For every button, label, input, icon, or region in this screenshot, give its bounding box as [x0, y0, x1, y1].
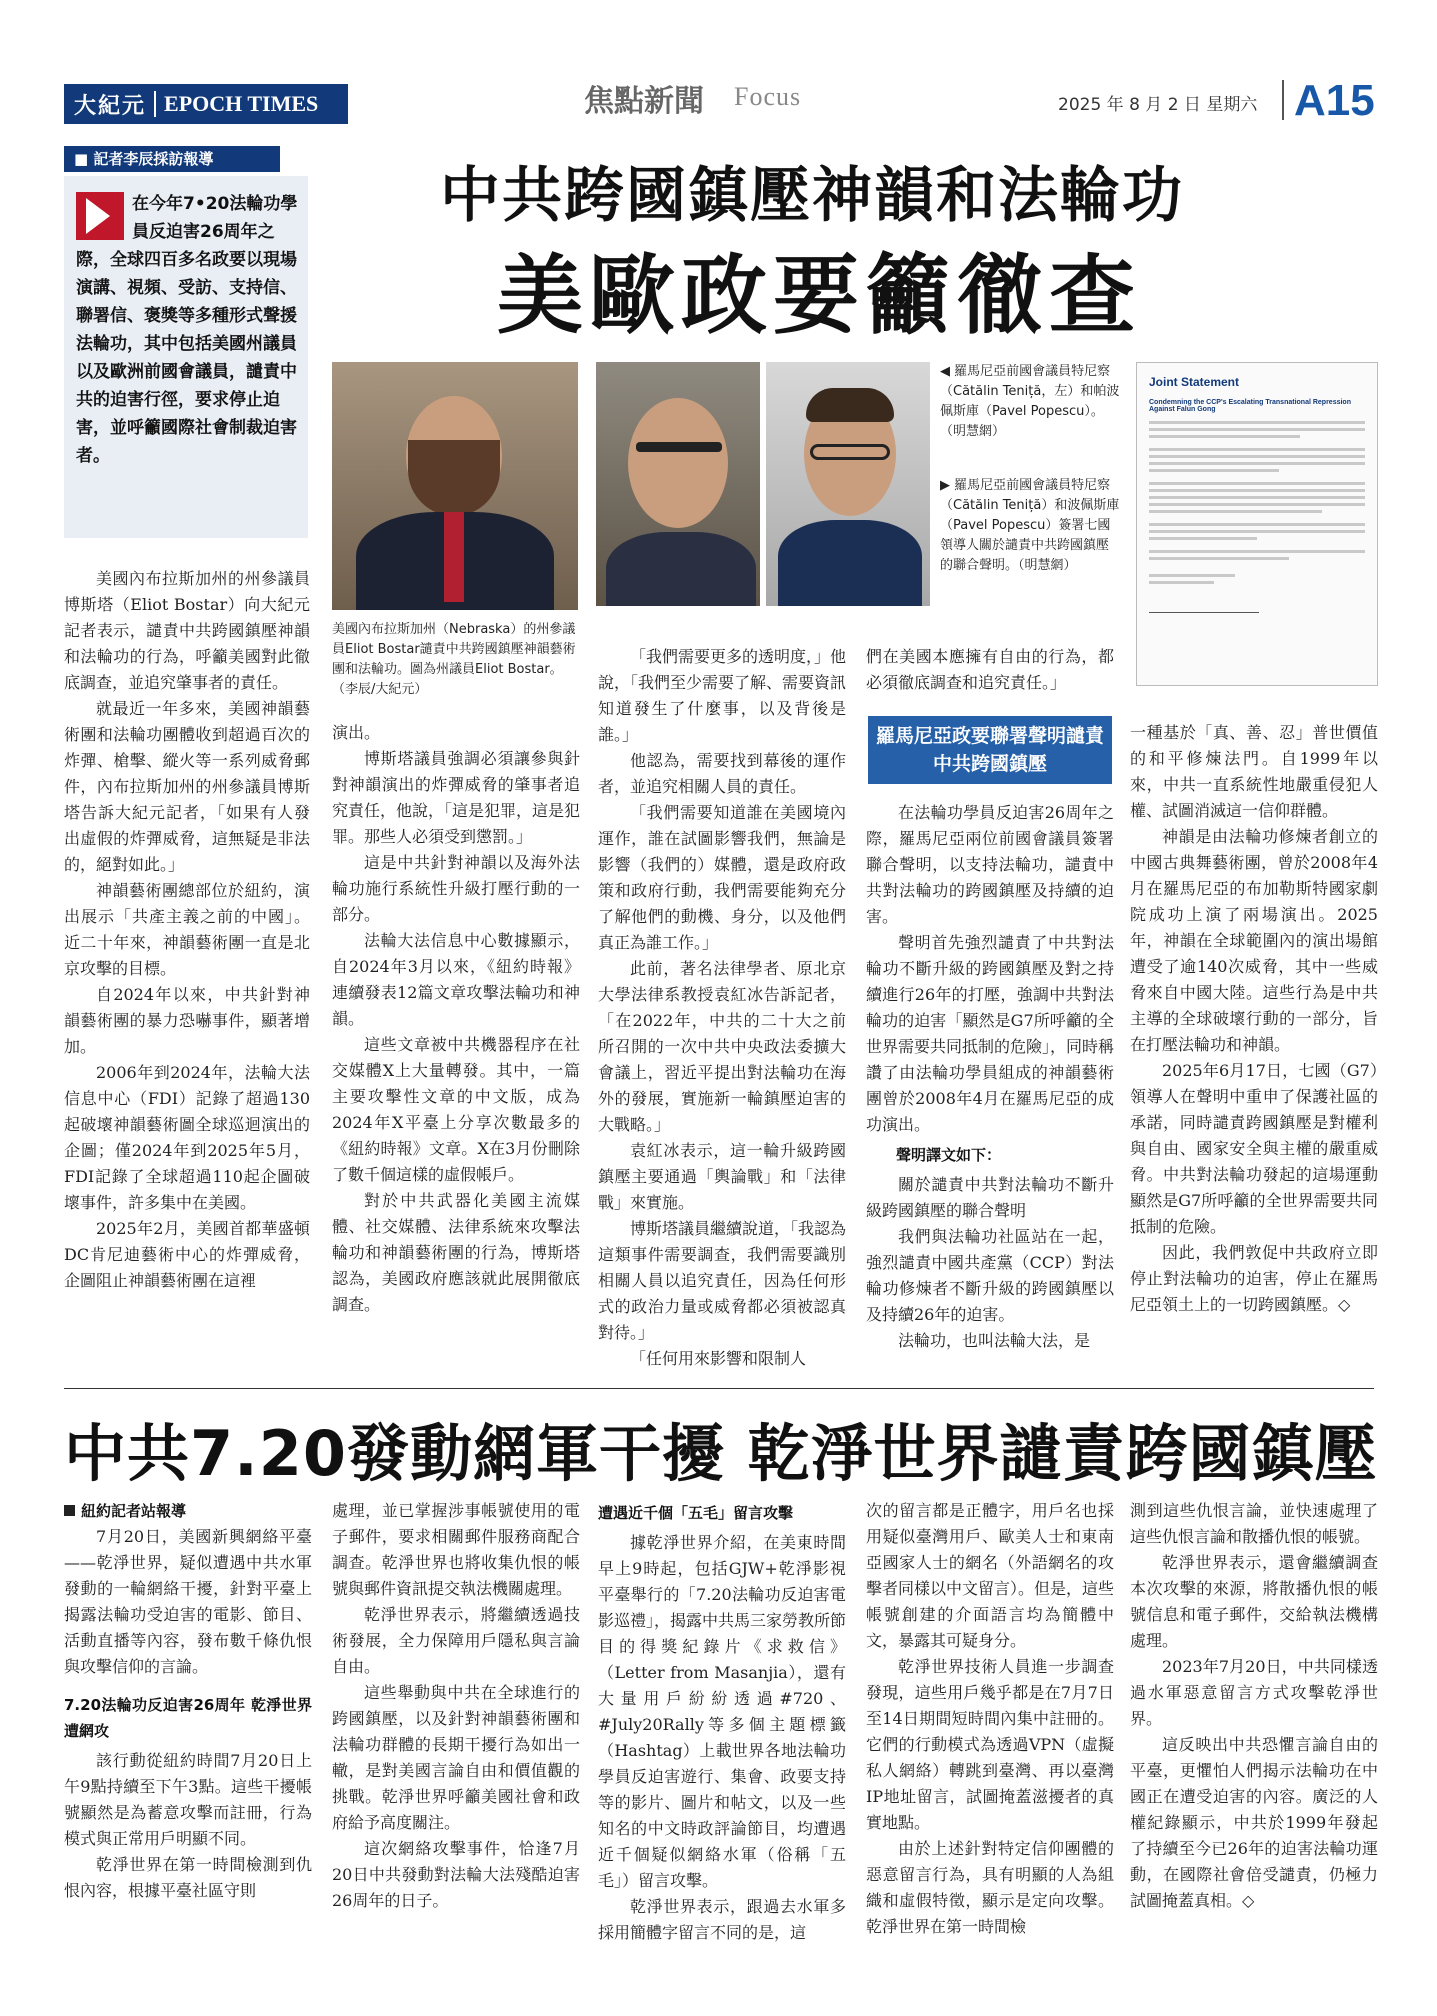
masthead-cn: 大紀元 [74, 92, 147, 118]
paragraph: 這反映出中共恐懼言論自由的平臺，更懼怕人們揭示法輪功在中國正在遭受迫害的內容。廣泛的人權紀錄顯示，中共於1999年發起了持續至今已26年的迫害法輪功運動，在國際社會倍受譴責，仍極力試圖掩蓋真相。◇ [1130, 1735, 1378, 1910]
doc-body-lines [1149, 421, 1365, 613]
story1-headline-1: 中共跨國鎮壓神韻和法輪功 [440, 161, 1184, 231]
issue-date: 2025 年 8 月 2 日 星期六 [1058, 95, 1258, 115]
paragraph: 自2024年以來，中共針對神韻藝術團的暴力恐嚇事件，顯著增加。 [64, 985, 310, 1056]
photo-pavel-popescu [766, 362, 930, 606]
story2-byline-text: 紐約記者站報導 [81, 1502, 187, 1520]
paragraph: 博斯塔議員強調必須讓參與針對神韻演出的炸彈威脅的肇事者追究責任，他說，「這是犯罪，這是犯罪。那些人必須受到懲罰。」 [332, 749, 581, 846]
story2-subheading-1: 7.20法輪功反迫害26周年 乾淨世界遭網攻 [64, 1696, 312, 1740]
paragraph: 們在美國本應擁有自由的行為，都必須徹底調查和追究責任。」 [866, 647, 1114, 692]
paragraph: 神韻是由法輪功修煉者創立的中國古典舞藝術團，曾於2008年4月在羅馬尼亞的布加勒斯特國家劇院成功上演了兩場演出。2025年，神韻在全球範圍內的演出場館遭受了逾140次威脅，其中一些威脅來自中國大陸。這些行為是中共主導的全球破壞行動的一部分，旨在打壓法輪功和神韻。 [1130, 827, 1378, 1054]
paragraph: 神韻藝術團總部位於紐約，演出展示「共產主義之前的中國」。近二十年來，神韻藝術團一直是北京攻擊的目標。 [64, 881, 310, 978]
story1-column-5 [1130, 720, 1378, 1318]
paragraph: 這次網絡攻擊事件，恰逢7月20日中共發動對法輪大法殘酷迫害26周年的日子。 [332, 1839, 580, 1910]
paragraph: 我們與法輪功社區站在一起，強烈譴責中國共產黨（CCP）對法輪功修煉者不斷升級的跨國鎮壓以及持續26年的迫害。 [866, 1227, 1114, 1324]
paragraph: 此前，著名法律學者、原北京大學法律系教授袁紅冰告訴記者，「在2022年，中共的二十大之前所召開的一次中共中央政法委擴大會議上，習近平提出對法輪功在海外的發展，實施新一輪鎮壓迫害的大戰略。」 [598, 959, 846, 1134]
section-title: 焦點新聞 [584, 84, 704, 119]
paragraph: 乾淨世界在第一時間檢測到仇恨內容，根據平臺社區守則 [64, 1855, 312, 1900]
paragraph: 一種基於「真、善、忍」普世價值的和平修煉法門。自1999年以來，中共一直系統性地嚴重侵犯人權、試圖消滅這一信仰群體。 [1130, 723, 1378, 820]
photo1-caption: 美國內布拉斯加州（Nebraska）的州參議員Eliot Bostar譴責中共跨國鎮壓神韻藝術團和法輪功。圖為州議員Eliot Bostar。（李辰/大紀元） [332, 622, 576, 697]
story2-column-1 [64, 1498, 312, 1904]
story1-byline: ■ 記者李辰採訪報導 [64, 146, 280, 172]
paragraph: 「我們需要更多的透明度，」他說，「我們至少需要了解、需要資訊知道發生了什麼事，以及背後是誰。」 [598, 647, 847, 744]
paragraph: 對於中共武器化美國主流媒體、社交媒體、法律系統來攻擊法輪功和神韻藝術團的行為，博斯塔認為，美國政府應該就此展開徹底調查。 [332, 1191, 580, 1314]
paragraph: 這是中共針對神韻以及海外法輪功施行系統性升級打壓行動的一部分。 [332, 853, 580, 924]
paragraph: 2025年6月17日，七國（G7）領導人在聲明中重申了保護社區的承諾，同時譴責跨國鎮壓是對權利與自由、國家安全與主權的嚴重威脅。中共對法輪功發起的這場運動顯然是G7所呼籲的全世界需要共同抵制的危險。 [1130, 1061, 1378, 1236]
paragraph: 次的留言都是正體字，用戶名也採用疑似臺灣用戶、歐美人士和東南亞國家人士的網名（外語網名的攻擊者同樣以中文留言）。但是，這些帳號創建的介面語言均為簡體中文，暴露其可疑身分。 [866, 1501, 1115, 1650]
story-divider [64, 1388, 1374, 1389]
paragraph: 測到這些仇恨言論，並快速處理了這些仇恨言論和散播仇恨的帳號。 [1130, 1501, 1378, 1546]
page-number: A15 [1294, 76, 1375, 125]
paragraph: 因此，我們敦促中共政府立即停止對法輪功的迫害，停止在羅馬尼亞領土上的一切跨國鎮壓。◇ [1130, 1243, 1378, 1314]
paragraph: 就最近一年多來，美國神韻藝術團和法輪功團體收到超過百次的炸彈、槍擊、縱火等一系列威脅郵件，內布拉斯加州的州參議員博斯塔告訴大紀元記者，「如果有人發出虛假的炸彈威脅，這無疑是非法的，絕對如此。」 [64, 699, 310, 874]
square-bullet-icon [64, 1505, 75, 1516]
photo2-caption-b: ▶ 羅馬尼亞前國會議員特尼察（Cătălin Teniță）和波佩斯庫（Pavel Popescu）簽署七國領導人關於譴責中共跨國鎮壓的聯合聲明。（明慧網） [940, 478, 1120, 573]
sidebar-box-title: 羅馬尼亞政要聯署聲明譴責中共跨國鎮壓 [868, 716, 1112, 784]
paragraph: 2023年7月20日，中共同樣透過水軍惡意留言方式攻擊乾淨世界。 [1130, 1657, 1378, 1728]
lede-arrow-icon [76, 192, 124, 240]
masthead [64, 84, 348, 124]
paragraph: 聲明首先強烈譴責了中共對法輪功不斷升級的跨國鎮壓及對之持續進行26年的打壓，強調中共對法輪功的迫害「顯然是G7所呼籲的全世界需要共同抵制的危險」，同時稱讚了由法輪功學員組成的神韻藝術團曾於2008年4月在羅馬尼亞的成功演出。 [866, 933, 1115, 1134]
header-divider [1282, 80, 1284, 120]
doc-title: Joint Statement [1149, 375, 1240, 389]
story1-column-1 [64, 566, 310, 1294]
paragraph: 乾淨世界表示，跟過去水軍多採用簡體字留言不同的是，這 [598, 1897, 846, 1942]
paragraph: 美國內布拉斯加州的州參議員博斯塔（Eliot Bostar）向大紀元記者表示，譴責中共跨國鎮壓神韻和法輪功的行為，呼籲美國對此徹底調查，並追究肇事者的責任。 [64, 569, 310, 692]
paragraph: 由於上述針對特定信仰團體的惡意留言行為，具有明顯的人為組織和虛假特徵，顯示是定向攻擊。乾淨世界在第一時間檢 [866, 1839, 1114, 1936]
paragraph: 博斯塔議員繼續說道，「我認為這類事件需要調查，我們需要識別相關人員以追究責任，因為任何形式的政治力量或威脅都必須被認真對待。」 [598, 1219, 847, 1342]
paragraph: 袁紅冰表示，這一輪升級跨國鎮壓主要通過「輿論戰」和「法律戰」來實施。 [598, 1141, 846, 1212]
story1-column-3 [598, 644, 846, 1372]
story1-column-4-top [866, 644, 1114, 696]
story1-column-2 [332, 720, 580, 1318]
story2-column-3 [598, 1496, 846, 1946]
paragraph: 關於譴責中共對法輪功不斷升級跨國鎮壓的聯合聲明 [866, 1175, 1114, 1220]
photo-eliot-bostar [332, 362, 578, 610]
paragraph: 該行動從紐約時間7月20日上午9點持續至下午3點。這些干擾帳號顯然是為蓄意攻擊而註冊，行為模式與正常用戶明顯不同。 [64, 1751, 312, 1848]
paragraph: 2006年到2024年，法輪大法信息中心（FDI）記錄了超過130起破壞神韻藝術圖全球巡迴演出的企圖；僅2024年到2025年5月，FDI記錄了全球超過110起企圖破壞事件，許多集中在美國。 [64, 1063, 310, 1212]
story1-lede-text: 在今年7•20法輪功學員反迫害26周年之際，全球四百多名政要以現場演講、視頻、受訪、支持信、聯署信、褒獎等多種形式聲援法輪功，其中包括美國州議員以及歐洲前國會議員，譴責中共的迫害行徑，要求停止迫害，並呼籲國際社會制裁迫害者。 [76, 194, 298, 466]
paragraph: 乾淨世界表示，將繼續透過技術發展，全力保障用戶隱私與言論自由。 [332, 1605, 580, 1676]
paragraph: 這些舉動與中共在全球進行的跨國鎮壓，以及針對神韻藝術團和法輪功群體的長期干擾行為如出一轍，是對美國言論自由和價值觀的挑戰。乾淨世界呼籲美國社會和政府給予高度關注。 [332, 1683, 580, 1832]
joint-statement-document [1136, 362, 1378, 686]
doc-subtitle: Condemning the CCP's Escalating Transnational Repression Against Falun Gong [1149, 399, 1351, 413]
photo2-caption-a: ◀ 羅馬尼亞前國會議員特尼察（Cătălin Teniță，左）和帕波佩斯庫（Pavel Popescu）。（明慧網） [940, 364, 1120, 439]
paragraph: 他認為，需要找到幕後的運作者，並追究相關人員的責任。 [598, 751, 846, 796]
story1-lede [64, 176, 308, 538]
section-title-en: Focus [734, 82, 802, 111]
paragraph: 據乾淨世界介紹，在美東時間早上9時起，包括GJW+乾淨影視平臺舉行的「7.20法輪功反迫害電影巡禮」，揭露中共馬三家勞教所節目的得獎紀錄片《求救信》（Letter from Masanjia），還有大量用戶紛紛透過#720、#July20Rally等多個主題標籤（Hashtag）上載世界各地法輪功學員反迫害遊行、集會、政要支持等的影片、圖片和帖文，以及一些知名的中文時政評論節目，均遭遇近千個疑似網絡水軍（俗稱「五毛」）留言攻擊。 [598, 1533, 847, 1890]
paragraph: 2025年2月，美國首都華盛頓DC肯尼迪藝術中心的炸彈威脅，企圖阻止神韻藝術團在這裡 [64, 1219, 310, 1290]
story2-column-4 [866, 1498, 1114, 1940]
story2-column-5 [1130, 1498, 1378, 1914]
translation-heading: 聲明譯文如下： [896, 1146, 1002, 1164]
masthead-en: EPOCH TIMES [154, 91, 326, 117]
paragraph: 乾淨世界技術人員進一步調查發現，這些用戶幾乎都是在7月7日至14日期間短時間內集中註冊的。它們的行動模式為透過VPN（虛擬私人網絡）轉跳到臺灣、再以臺灣IP地址留言，試圖掩蓋滋擾者的真實地點。 [866, 1657, 1114, 1832]
paragraph: 法輪功，也叫法輪大法，是 [898, 1331, 1091, 1350]
paragraph: 演出。 [332, 723, 381, 742]
story2-headline: 中共7.20發動網軍干擾 乾淨世界譴責跨國鎮壓 [64, 1417, 1378, 1490]
story2-byline [64, 1498, 312, 1524]
paragraph: 這些文章被中共機器程序在社交媒體X上大量轉發。其中，一篇主要攻擊性文章的中文版，成為2024年X平臺上分享次數最多的《紐約時報》文章。X在3月份刪除了數千個這樣的虛假帳戶。 [332, 1035, 580, 1184]
story2-subheading-2: 遭遇近千個「五毛」留言攻擊 [598, 1504, 794, 1522]
story1-headline-2: 美歐政要籲徹查 [497, 245, 1141, 346]
story2-column-2 [332, 1498, 580, 1914]
paragraph: 法輪大法信息中心數據顯示，自2024年3月以來，《紐約時報》連續發表12篇文章攻擊法輪功和神韻。 [332, 931, 580, 1028]
paragraph: 處理，並已掌握涉事帳號使用的電子郵件，要求相關郵件服務商配合調查。乾淨世界也將收集仇恨的帳號與郵件資訊提交執法機關處理。 [332, 1501, 580, 1598]
paragraph: 乾淨世界表示，還會繼續調查本次攻擊的來源，將散播仇恨的帳號信息和電子郵件，交給執法機構處理。 [1130, 1553, 1378, 1650]
story1-column-4 [866, 800, 1114, 1354]
paragraph: 在法輪功學員反迫害26周年之際，羅馬尼亞兩位前國會議員簽署聯合聲明，以支持法輪功，譴責中共對法輪功的跨國鎮壓及持續的迫害。 [866, 803, 1114, 926]
photo-catalin-tenita [596, 362, 760, 606]
story1-byline-text: 記者李辰採訪報導 [93, 150, 214, 168]
paragraph: 「我們需要知道誰在美國境內運作，誰在試圖影響我們，無論是影響（我們的）媒體，還是政府政策和政府行動，我們需要能夠充分了解他們的動機、身分，以及他們真正為誰工作。」 [598, 803, 846, 952]
paragraph: 7月20日，美國新興網絡平臺——乾淨世界，疑似遭遇中共水軍發動的一輪網絡干擾，針對平臺上揭露法輪功受迫害的電影、節目、活動直播等內容，發布數千條仇恨與攻擊信仰的言論。 [64, 1527, 312, 1676]
paragraph: 「任何用來影響和限制人 [630, 1349, 807, 1368]
